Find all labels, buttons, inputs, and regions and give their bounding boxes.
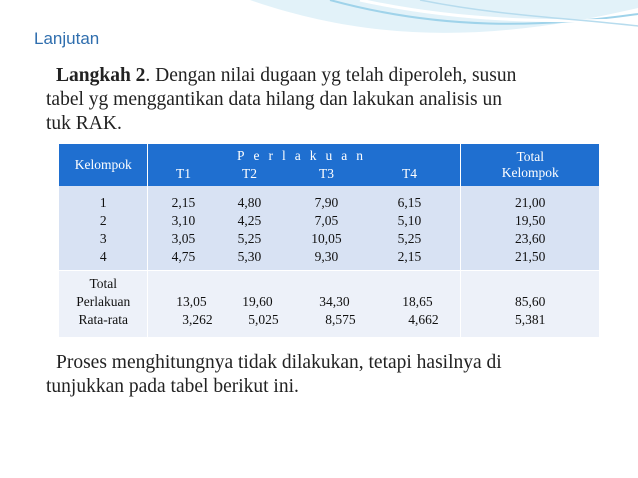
rata-rata-row bbox=[148, 311, 460, 329]
table-row bbox=[148, 212, 460, 230]
total-cell: 23,60 bbox=[515, 231, 546, 246]
value-cell: 10,05 bbox=[311, 231, 342, 246]
step-label: Langkah 2 bbox=[56, 65, 146, 86]
total-cell: 19,50 bbox=[515, 213, 546, 228]
total-perlakuan-cell: 18,65 bbox=[402, 294, 433, 309]
total-perlakuan-row bbox=[148, 293, 460, 311]
header-t4: T4 bbox=[401, 166, 417, 181]
total-cell: 21,00 bbox=[515, 195, 546, 210]
footer-label-rata-rata: Rata-rata bbox=[78, 312, 128, 327]
value-cell: 5,25 bbox=[397, 231, 422, 246]
rata-rata-cell: 4,662 bbox=[408, 312, 439, 327]
paragraph2-line2: tunjukkan pada tabel berikut ini. bbox=[46, 376, 299, 397]
value-cell: 3,10 bbox=[171, 213, 196, 228]
slide-title: Lanjutan bbox=[34, 29, 100, 48]
data-table bbox=[59, 144, 599, 337]
table-footer-row bbox=[59, 271, 599, 338]
value-cell: 2,15 bbox=[397, 249, 422, 264]
header-treatments bbox=[148, 165, 460, 183]
footer-label-total: Total bbox=[89, 276, 118, 291]
header-total-line1: Total bbox=[516, 149, 545, 164]
kelompok-column bbox=[59, 186, 148, 271]
value-cell: 4,80 bbox=[237, 195, 262, 210]
grand-mean: 5,381 bbox=[515, 312, 546, 327]
value-cell: 4,25 bbox=[237, 213, 262, 228]
grand-total: 85,60 bbox=[515, 294, 546, 309]
total-cell: 21,50 bbox=[515, 249, 546, 264]
value-cell: 6,15 bbox=[397, 195, 422, 210]
header-t3: T3 bbox=[318, 166, 334, 181]
total-kelompok-column bbox=[461, 186, 599, 271]
footer-grand bbox=[461, 271, 599, 338]
header-perlakuan-label: Perlakuan bbox=[236, 148, 372, 163]
value-cell: 5,30 bbox=[237, 249, 262, 264]
rata-rata-cell: 3,262 bbox=[182, 312, 213, 327]
paragraph1-line3: tuk RAK. bbox=[46, 113, 122, 134]
table-row bbox=[148, 194, 460, 212]
value-cell: 5,10 bbox=[397, 213, 422, 228]
header-t1: T1 bbox=[175, 166, 191, 181]
table-body-row bbox=[59, 186, 599, 271]
paragraph1-line1: . Dengan nilai dugaan yg telah diperoleh, susun bbox=[145, 65, 517, 86]
value-cell: 5,25 bbox=[237, 231, 262, 246]
footer-labels bbox=[59, 271, 148, 338]
value-cell: 9,30 bbox=[314, 249, 339, 264]
table-row bbox=[148, 248, 460, 266]
header-t2: T2 bbox=[241, 166, 257, 181]
paragraph-step-2 bbox=[40, 64, 600, 136]
value-cell: 2,15 bbox=[171, 195, 196, 210]
header-total-line2: Kelompok bbox=[501, 165, 559, 180]
paragraph2-line1: Proses menghitungnya tidak dilakukan, tetapi hasilnya di bbox=[56, 352, 502, 373]
table-row bbox=[148, 230, 460, 248]
rata-rata-cell: 5,025 bbox=[248, 312, 279, 327]
kelompok-cell: 4 bbox=[99, 249, 107, 264]
kelompok-cell: 3 bbox=[99, 231, 107, 246]
value-cell: 3,05 bbox=[171, 231, 196, 246]
total-perlakuan-cell: 13,05 bbox=[176, 294, 207, 309]
paragraph-process bbox=[40, 351, 600, 399]
rata-rata-cell: 8,575 bbox=[325, 312, 356, 327]
total-perlakuan-cell: 34,30 bbox=[319, 294, 350, 309]
total-perlakuan-cell: 19,60 bbox=[242, 294, 273, 309]
header-total bbox=[461, 144, 599, 186]
kelompok-cell: 2 bbox=[99, 213, 107, 228]
paragraph1-line2: tabel yg menggantikan data hilang dan lakukan analisis un bbox=[46, 89, 502, 110]
value-cell: 4,75 bbox=[171, 249, 196, 264]
table-header-row bbox=[59, 144, 599, 186]
values-column bbox=[148, 186, 461, 271]
footer-values bbox=[148, 271, 461, 338]
value-cell: 7,90 bbox=[314, 195, 339, 210]
header-perlakuan bbox=[148, 144, 461, 186]
header-kelompok: Kelompok bbox=[59, 144, 148, 186]
kelompok-cell: 1 bbox=[99, 195, 107, 210]
value-cell: 7,05 bbox=[314, 213, 339, 228]
footer-label-perlakuan: Perlakuan bbox=[76, 294, 131, 309]
